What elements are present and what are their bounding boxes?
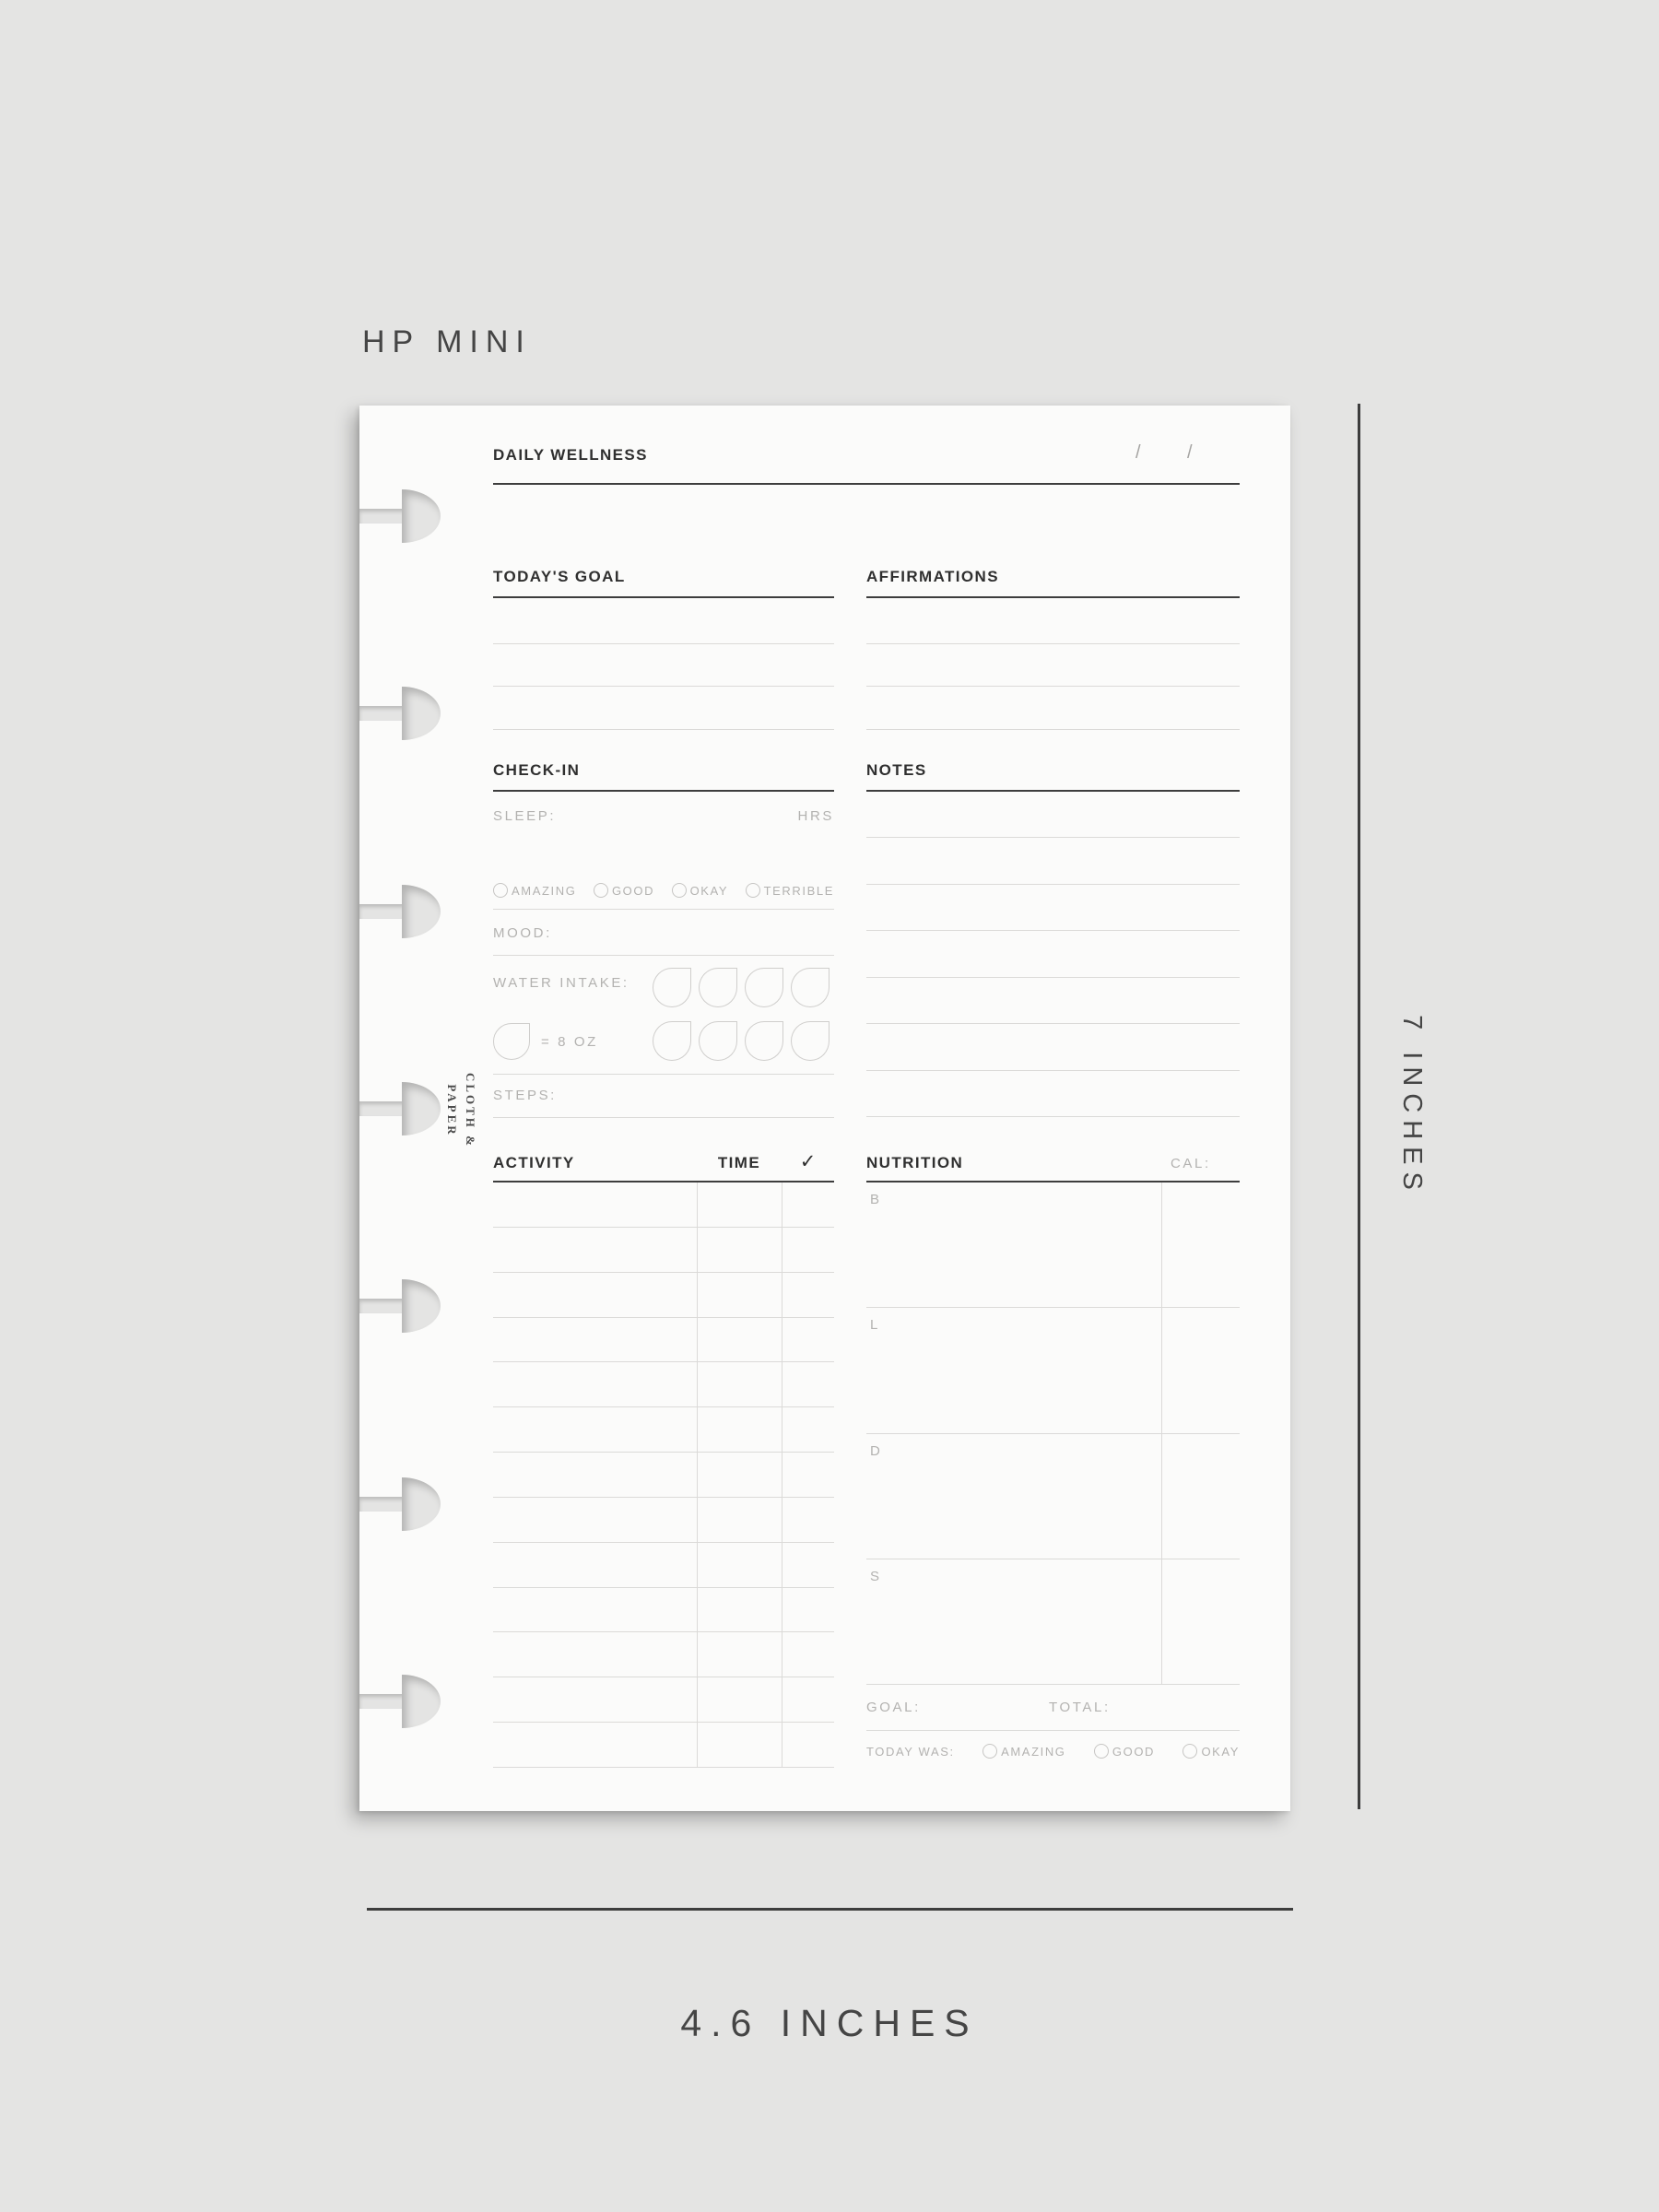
nutrition-cal-header: CAL: bbox=[1171, 1156, 1211, 1171]
disc-notch bbox=[359, 687, 452, 740]
activity-row bbox=[493, 1273, 834, 1318]
width-measure-label: 4.6 INCHES bbox=[680, 2002, 979, 2044]
product-size-label: HP MINI bbox=[362, 324, 532, 359]
notch-slot bbox=[359, 1497, 406, 1512]
water-cup-icon bbox=[745, 968, 783, 1007]
water-cups-row-2 bbox=[653, 1021, 830, 1061]
date-slash-2: / bbox=[1187, 442, 1193, 463]
water-cups-row-1 bbox=[653, 968, 830, 1007]
disc-notch bbox=[359, 1082, 452, 1135]
mood-label: MOOD: bbox=[493, 925, 552, 941]
water-cup-icon bbox=[653, 1021, 691, 1061]
width-measure-line bbox=[367, 1908, 1293, 1911]
activity-table bbox=[493, 1182, 834, 1768]
notch-bulb bbox=[402, 687, 441, 740]
notch-bulb bbox=[402, 1675, 441, 1728]
radio-circle-icon bbox=[746, 883, 760, 898]
writing-line bbox=[493, 687, 834, 730]
today-was-row bbox=[866, 1744, 1240, 1759]
check-in-heading: CHECK-IN bbox=[493, 761, 581, 779]
notch-slot bbox=[359, 1694, 406, 1709]
divider-line bbox=[493, 955, 834, 956]
activity-row bbox=[493, 1677, 834, 1723]
affirmations-lines bbox=[866, 601, 1240, 730]
radio-circle-icon bbox=[1182, 1744, 1197, 1759]
water-cup-icon bbox=[699, 1021, 737, 1061]
affirmations-heading: AFFIRMATIONS bbox=[866, 568, 999, 585]
notes-lines bbox=[866, 792, 1240, 1117]
notch-bulb bbox=[402, 1082, 441, 1135]
writing-line bbox=[866, 931, 1240, 977]
disc-notch bbox=[359, 489, 452, 543]
nutrition-cal-divider bbox=[1161, 1182, 1162, 1685]
check-in-rule bbox=[493, 790, 834, 792]
disc-notch bbox=[359, 1279, 452, 1333]
height-measure-label: 7 INCHES bbox=[1397, 1015, 1427, 1197]
water-legend bbox=[493, 1023, 598, 1060]
sleep-quality-option: OKAY bbox=[672, 883, 729, 898]
activity-row bbox=[493, 1182, 834, 1228]
affirmations-rule bbox=[866, 596, 1240, 598]
goal-label: GOAL: bbox=[866, 1700, 921, 1715]
activity-row bbox=[493, 1228, 834, 1273]
activity-row bbox=[493, 1632, 834, 1677]
total-label: TOTAL: bbox=[1049, 1700, 1111, 1715]
water-cup-icon bbox=[493, 1023, 530, 1060]
sleep-quality-option: TERRIBLE bbox=[746, 883, 834, 898]
today-was-label: TODAY WAS: bbox=[866, 1744, 955, 1759]
writing-line bbox=[866, 1071, 1240, 1117]
divider-line bbox=[493, 909, 834, 910]
water-cup-icon bbox=[653, 968, 691, 1007]
activity-row bbox=[493, 1318, 834, 1363]
activity-row bbox=[493, 1588, 834, 1633]
divider-line bbox=[866, 1730, 1240, 1731]
notch-bulb bbox=[402, 489, 441, 543]
page-title: DAILY WELLNESS bbox=[493, 446, 648, 464]
height-measure-line bbox=[1358, 404, 1360, 1809]
radio-circle-icon bbox=[982, 1744, 997, 1759]
writing-line bbox=[866, 601, 1240, 644]
todays-goal-lines bbox=[493, 601, 834, 730]
activity-row bbox=[493, 1407, 834, 1453]
radio-circle-icon bbox=[672, 883, 687, 898]
todays-goal-rule bbox=[493, 596, 834, 598]
radio-circle-icon bbox=[1094, 1744, 1109, 1759]
activity-check-header: ✓ bbox=[799, 1150, 817, 1172]
notch-bulb bbox=[402, 1477, 441, 1531]
radio-circle-icon bbox=[594, 883, 608, 898]
notch-slot bbox=[359, 1299, 406, 1313]
today-was-option: GOOD bbox=[1094, 1744, 1155, 1759]
sleep-quality-row bbox=[493, 883, 834, 898]
steps-label: STEPS: bbox=[493, 1088, 557, 1103]
nutrition-table bbox=[866, 1182, 1240, 1685]
notes-heading: NOTES bbox=[866, 761, 927, 779]
water-legend-text: = 8 OZ bbox=[541, 1033, 598, 1050]
today-was-option: OKAY bbox=[1182, 1744, 1240, 1759]
activity-column-divider bbox=[697, 1182, 698, 1768]
nutrition-row-lunch: L bbox=[866, 1308, 1240, 1433]
water-cup-icon bbox=[745, 1021, 783, 1061]
writing-line bbox=[493, 601, 834, 644]
notch-slot bbox=[359, 904, 406, 919]
activity-row bbox=[493, 1543, 834, 1588]
todays-goal-heading: TODAY'S GOAL bbox=[493, 568, 626, 585]
writing-line bbox=[493, 644, 834, 688]
disc-notch bbox=[359, 1675, 452, 1728]
date-slash-1: / bbox=[1135, 442, 1141, 463]
nutrition-row-dinner: D bbox=[866, 1434, 1240, 1559]
divider-line bbox=[493, 1117, 834, 1118]
brand-logo: CLOTH & PAPER bbox=[445, 1072, 477, 1149]
water-cup-icon bbox=[791, 1021, 830, 1061]
sleep-label: SLEEP: bbox=[493, 808, 557, 824]
activity-heading: ACTIVITY bbox=[493, 1154, 575, 1171]
activity-row bbox=[493, 1453, 834, 1498]
today-was-option: AMAZING bbox=[982, 1744, 1065, 1759]
nutrition-row-breakfast: B bbox=[866, 1182, 1240, 1308]
disc-notch bbox=[359, 885, 452, 938]
sleep-row bbox=[493, 808, 834, 824]
water-cup-icon bbox=[699, 968, 737, 1007]
writing-line bbox=[866, 792, 1240, 838]
activity-row bbox=[493, 1723, 834, 1768]
writing-line bbox=[866, 838, 1240, 884]
notch-slot bbox=[359, 509, 406, 524]
sleep-quality-option: AMAZING bbox=[493, 883, 576, 898]
notch-bulb bbox=[402, 885, 441, 938]
divider-line bbox=[493, 1074, 834, 1075]
header-rule bbox=[493, 483, 1240, 485]
water-intake-label: WATER INTAKE: bbox=[493, 975, 629, 991]
activity-row bbox=[493, 1362, 834, 1407]
disc-notch bbox=[359, 1477, 452, 1531]
notch-bulb bbox=[402, 1279, 441, 1333]
water-cup-icon bbox=[791, 968, 830, 1007]
writing-line bbox=[866, 687, 1240, 730]
activity-row bbox=[493, 1498, 834, 1543]
writing-line bbox=[866, 644, 1240, 688]
sleep-quality-option: GOOD bbox=[594, 883, 654, 898]
notch-slot bbox=[359, 706, 406, 721]
writing-line bbox=[866, 1024, 1240, 1070]
activity-time-header: TIME bbox=[717, 1154, 761, 1171]
notch-slot bbox=[359, 1101, 406, 1116]
nutrition-row-snack: S bbox=[866, 1559, 1240, 1685]
planner-page bbox=[359, 406, 1290, 1811]
writing-line bbox=[866, 978, 1240, 1024]
writing-line bbox=[866, 885, 1240, 931]
nutrition-heading: NUTRITION bbox=[866, 1154, 964, 1171]
radio-circle-icon bbox=[493, 883, 508, 898]
sleep-unit: HRS bbox=[797, 808, 834, 824]
